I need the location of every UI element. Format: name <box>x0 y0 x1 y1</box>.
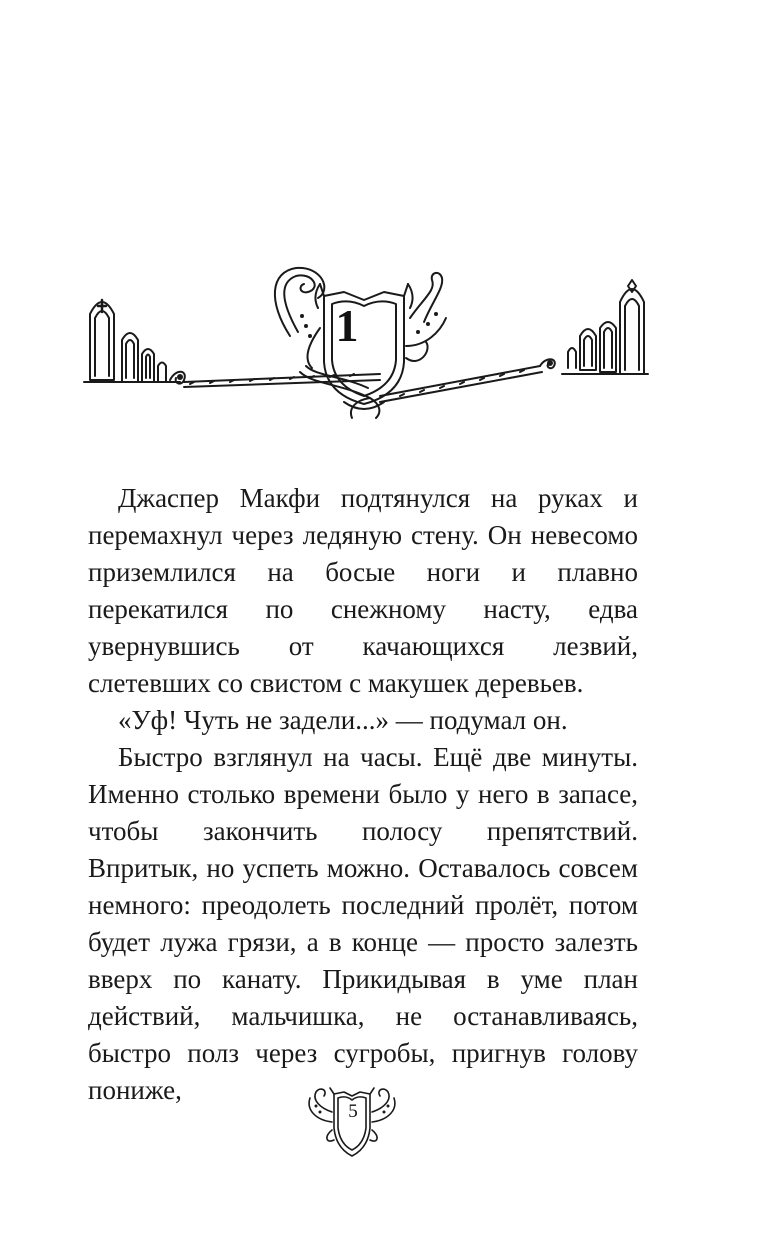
chapter-number: 1 <box>335 300 359 351</box>
right-gothic-windows-icon <box>562 280 648 374</box>
page-number: 5 <box>348 1101 358 1122</box>
left-gothic-windows-icon <box>84 300 180 382</box>
left-rail-icon <box>170 372 380 387</box>
chapter-body-text <box>88 480 638 1109</box>
paragraph-2: «Уф! Чуть не задели...» — подумал он. <box>118 705 568 735</box>
paragraph-3: Быстро взглянул на часы. Ещё две минуты. Именно столько времени было у него в запасе, чтобы закончить полосу препятствий. Впритык, но успеть можно. Оставалось совсем немного: преодолеть последний пролёт, потом будет лужа грязи, а в конце — просто залезть вверх по канату. Прикидывая в уме план действий, мальчишка, не останавливаясь, быстро полз через сугробы, пригнув голову пониже, <box>88 742 638 1105</box>
right-rail-icon <box>380 359 555 402</box>
paragraph-1: Джаспер Макфи подтянулся на руках и перемахнул через ледяную стену. Он невесомо приземлился на босые ноги и плавно перекатился по снежному насту, едва увернувшись от качающихся лезвий, слетевших со свистом с макушек деревьев. <box>88 483 638 698</box>
